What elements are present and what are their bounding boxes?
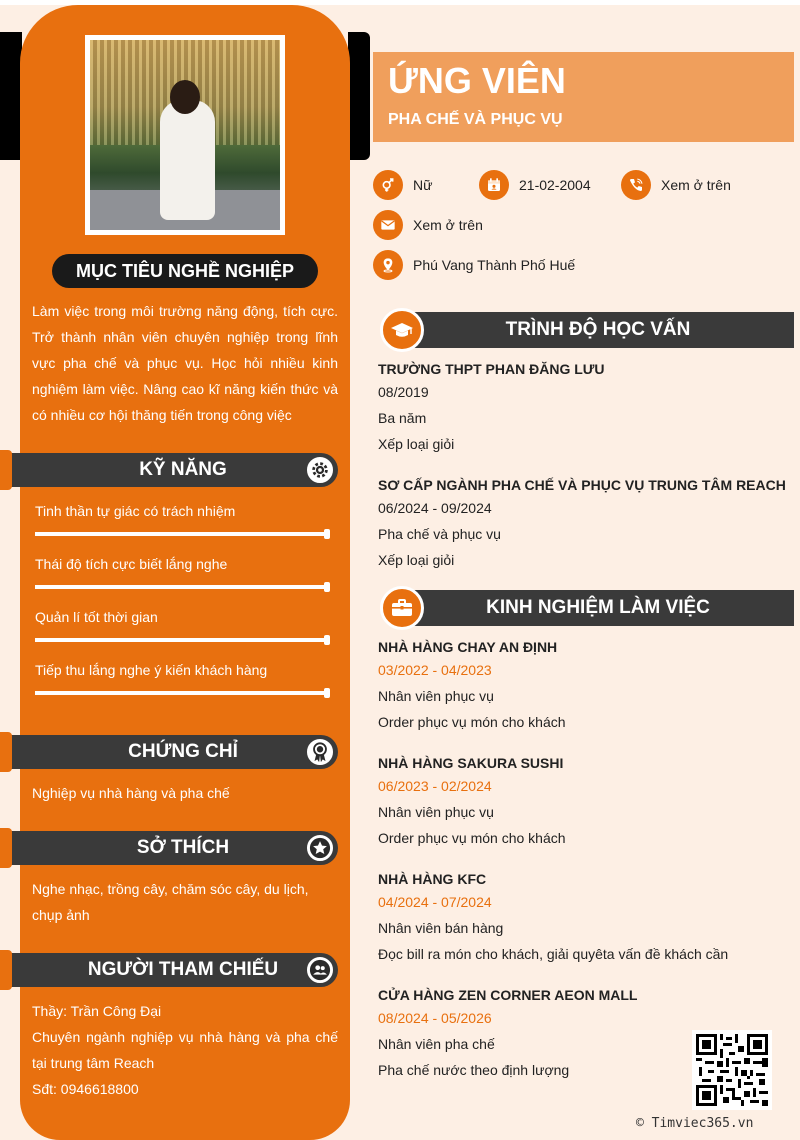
experience-description: Đọc bill ra món cho khách, giải quyêta vấn đề khách cần [378, 946, 729, 962]
experience-entry [378, 637, 788, 735]
objective-text: Làm việc trong môi trường năng động, tích cực. Trở thành nhân viên chuyên nghiệp trong lĩnh vực pha chế và phục vụ. Học hỏi nhiều kinh nghiệm làm việc. Nâng cao kĩ năng kiến thức và có nhiều cơ hội thăng tiến trong công việc [32, 303, 338, 423]
education-date: 08/2019 [378, 384, 429, 400]
reference-title: NGƯỜI THAM CHIẾU [87, 959, 279, 980]
education-section-header [380, 312, 794, 348]
people-icon [305, 955, 335, 985]
skill-item [35, 661, 330, 679]
skill-level-bar [35, 532, 330, 536]
hobbies-text: Nghe nhạc, trồng cây, chăm sóc cây, du lịch, chụp ảnh [32, 881, 309, 923]
gear-icon [305, 455, 335, 485]
phone-value: Xem ở trên [661, 177, 731, 193]
gender-value: Nữ [413, 177, 433, 193]
decorative-bar-right [348, 32, 370, 160]
experience-date: 06/2023 - 02/2024 [378, 778, 492, 794]
experience-entry [378, 869, 788, 967]
experience-position: Nhân viên phục vụ [378, 688, 494, 704]
education-title: TRÌNH ĐỘ HỌC VẤN [505, 319, 691, 340]
certificates-title: CHỨNG CHỈ [128, 741, 238, 762]
reference-details [32, 998, 338, 1102]
education-school: SƠ CẤP NGÀNH PHA CHẾ VÀ PHỤC VỤ TRUNG TÂM REACH [378, 477, 786, 493]
certificates-text: Nghiệp vụ nhà hàng và pha chế [32, 785, 230, 801]
graduation-cap-icon [380, 308, 424, 352]
experience-company: CỬA HÀNG ZEN CORNER AEON MALL [378, 987, 638, 1003]
skill-name: Thái độ tích cực biết lắng nghe [35, 556, 228, 572]
location-icon [373, 250, 403, 280]
experience-description: Order phục vụ món cho khách [378, 830, 566, 846]
reference-line: Sđt: 0946618800 [32, 1081, 139, 1097]
experience-section-header [380, 590, 794, 626]
education-date: 06/2024 - 09/2024 [378, 500, 492, 516]
skill-name: Tinh thần tự giác có trách nhiệm [35, 503, 236, 519]
certificates-section-header [0, 735, 338, 769]
experience-entry [378, 985, 678, 1083]
experience-description: Pha chế nước theo định lượng [378, 1062, 570, 1078]
reference-line: Thầy: Trần Công Đại [32, 1003, 162, 1019]
experience-date: 04/2024 - 07/2024 [378, 894, 492, 910]
award-icon [305, 737, 335, 767]
address-info [373, 250, 575, 280]
education-detail: Ba năm [378, 410, 427, 426]
experience-company: NHÀ HÀNG CHAY AN ĐỊNH [378, 639, 558, 655]
email-info [373, 210, 483, 240]
hobbies-title: SỞ THÍCH [136, 837, 230, 858]
skill-item [35, 555, 330, 573]
experience-date: 03/2022 - 04/2023 [378, 662, 492, 678]
qr-code [692, 1030, 772, 1110]
skill-level-bar [35, 638, 330, 642]
objective-title: MỤC TIÊU NGHỀ NGHIỆP [52, 254, 318, 288]
email-value: Xem ở trên [413, 217, 483, 233]
experience-date: 08/2024 - 05/2026 [378, 1010, 492, 1026]
header-band [373, 52, 794, 142]
hobbies-section-header [0, 831, 338, 865]
skills-section-header [0, 453, 338, 487]
education-entry [378, 475, 788, 573]
skill-level-bar [35, 585, 330, 589]
reference-section-header [0, 953, 338, 987]
gender-icon [373, 170, 403, 200]
phone-info [621, 170, 731, 200]
star-icon [305, 833, 335, 863]
candidate-role: PHA CHẾ VÀ PHỤC VỤ [388, 111, 563, 128]
experience-company: NHÀ HÀNG SAKURA SUSHI [378, 755, 564, 771]
gender-info [373, 170, 432, 200]
skill-name: Quản lí tốt thời gian [35, 609, 158, 625]
skills-title: KỸ NĂNG [139, 459, 227, 480]
mail-icon [373, 210, 403, 240]
reference-line: Chuyên ngành nghiệp vụ nhà hàng và pha chế tại trung tâm Reach [32, 1029, 338, 1071]
education-detail: Pha chế và phục vụ [378, 526, 501, 542]
education-entry [378, 359, 788, 457]
briefcase-icon [380, 586, 424, 630]
experience-description: Order phục vụ món cho khách [378, 714, 566, 730]
education-grade: Xếp loại giỏi [378, 436, 455, 452]
skill-item [35, 608, 330, 626]
birthday-info [479, 170, 591, 200]
profile-photo-image [90, 40, 280, 230]
profile-photo [85, 35, 285, 235]
skill-name: Tiếp thu lắng nghe ý kiến khách hàng [35, 662, 268, 678]
birthday-value: 21-02-2004 [519, 177, 591, 193]
skill-item [35, 502, 330, 520]
education-grade: Xếp loại giỏi [378, 552, 455, 568]
candidate-name: ỨNG VIÊN [388, 60, 566, 101]
experience-position: Nhân viên phục vụ [378, 804, 494, 820]
experience-title: KINH NGHIỆM LÀM VIỆC [486, 597, 710, 618]
decorative-bar-left [0, 32, 22, 160]
experience-entry [378, 753, 788, 851]
copyright-footer: © Timviec365.vn [636, 1116, 754, 1131]
experience-position: Nhân viên bán hàng [378, 920, 504, 936]
skill-level-bar [35, 691, 330, 695]
calendar-icon [479, 170, 509, 200]
education-school: TRƯỜNG THPT PHAN ĐĂNG LƯU [378, 361, 605, 377]
experience-company: NHÀ HÀNG KFC [378, 871, 487, 887]
phone-icon [621, 170, 651, 200]
address-value: Phú Vang Thành Phố Huế [413, 257, 576, 273]
experience-position: Nhân viên pha chế [378, 1036, 495, 1052]
